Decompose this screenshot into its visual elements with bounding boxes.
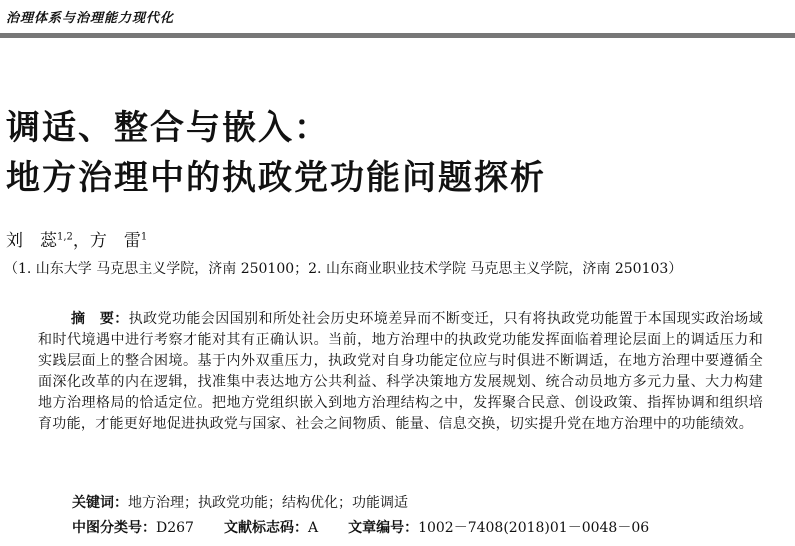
keywords xyxy=(72,492,408,512)
doc-value: A xyxy=(307,520,319,536)
classification-line xyxy=(72,517,649,537)
author-1-name: 刘 蕊 xyxy=(6,231,57,251)
author-1-affil-marker: 1,2 xyxy=(57,231,73,243)
author-2-affil-marker: 1 xyxy=(140,231,148,243)
keywords-text: 地方治理；执政党功能；结构优化；功能调适 xyxy=(128,495,408,511)
article-label: 文章编号： xyxy=(348,520,419,536)
doc-label: 文献标志码： xyxy=(223,520,308,536)
running-header: 治理体系与治理能力现代化 xyxy=(6,11,175,26)
header-rule xyxy=(0,33,795,38)
keywords-label: 关键词： xyxy=(72,495,128,511)
abstract-label: 摘 要： xyxy=(71,311,129,327)
article-title-line2: 地方治理中的执政党功能问题探析 xyxy=(6,158,546,198)
clc-value: D267 xyxy=(156,520,194,536)
abstract xyxy=(38,309,763,435)
abstract-text: 执政党功能会因国别和所处社会历史环境差异而不断变迁，只有将执政党功能置于本国现实政治场域和时代境遇中进行考察才能对其有正确认识。当前，地方治理中的执政党功能发挥面临着理论层面上的调适压力和实践层面上的整合困境。基于内外双重压力，执政党对自身功能定位应与时俱进不断调适，在地方治理中要遵循全面深化改革的内在逻辑，找准集中表达地方公共利益、科学决策地方发展规划、统合动员地方多元力量、大力构建地方治理格局的恰适定位。把地方党组织嵌入到地方治理结构之中，发挥聚合民意、创设政策、指挥协调和组织培育功能，才能更好地促进执政党与国家、社会之间物质、能量、信息交换，切实提升党在地方治理中的功能绩效。 xyxy=(38,311,764,432)
article-number xyxy=(348,520,649,536)
author-2-name: 方 雷 xyxy=(89,231,141,251)
author-line xyxy=(6,226,147,251)
article-value: 1002－7408(2018)01－0048－06 xyxy=(418,520,650,536)
article-title-line1: 调适、整合与嵌入： xyxy=(6,108,330,148)
clc-label: 中图分类号： xyxy=(72,520,156,536)
clc-code xyxy=(72,520,194,536)
affiliations: （1. 山东大学 马克思主义学院，济南 250100；2. 山东商业职业技术学院 马克思主义学院，济南 250103） xyxy=(4,261,683,277)
document-code xyxy=(224,520,318,536)
author-separator: ， xyxy=(72,231,90,251)
